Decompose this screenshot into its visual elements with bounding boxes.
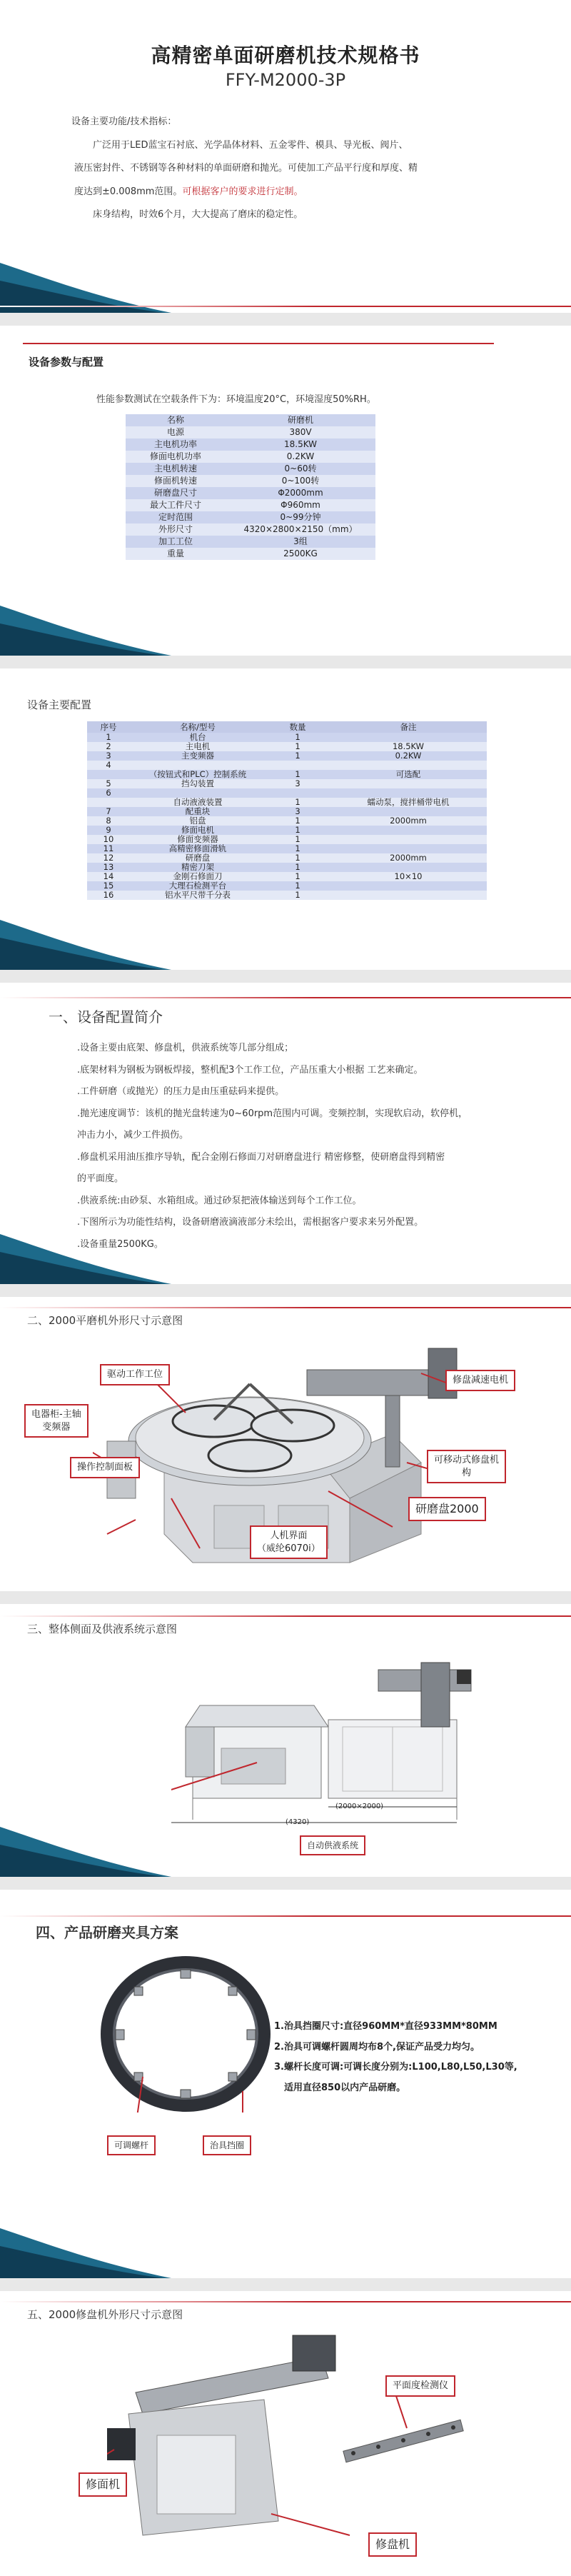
config-cell: 13 (87, 863, 130, 872)
config-cell: 6 (87, 788, 130, 798)
section-top-line (23, 343, 494, 344)
callout-control-panel: 操作控制面板 (70, 1457, 140, 1478)
callout-electric-cabinet: 电器柜-主轴 变频器 (24, 1404, 89, 1438)
config-cell: 大理石检测平台 (130, 881, 266, 891)
overview-panel (0, 970, 571, 1284)
param-value: 380V (226, 426, 375, 438)
params-heading: 设备参数与配置 (29, 356, 104, 369)
config-cell: 12 (87, 853, 130, 863)
config-cell: 1 (266, 835, 330, 844)
param-name: 修面电机功率 (126, 451, 226, 463)
overview-line: .设备主要由底架、修盘机，供液系统等几部分组成； (77, 1043, 294, 1053)
intro-highlight: 可根据客户的要求进行定制。 (182, 186, 303, 197)
callout-movable-repair: 可移动式修盘机 构 (427, 1450, 506, 1483)
config-cell (330, 835, 487, 844)
param-name: 主电机功率 (126, 438, 226, 451)
section-separator (0, 1591, 571, 1604)
param-value: 0~60转 (226, 463, 375, 475)
config-cell: 3 (266, 807, 330, 816)
overview-line: .下图所示为功能性结构，设备研磨液滴液部分未绘出，需根据客户要求来另外配置。 (77, 1217, 424, 1228)
col-header: 序号 (87, 721, 130, 733)
config-cell: 蠕动泵，搅拌桶带电机 (330, 798, 487, 807)
callout-hmi: 人机界面 （威纶6070i） (250, 1525, 328, 1559)
params-row (126, 463, 375, 475)
fixture-panel (0, 1877, 571, 2278)
params-row (126, 499, 375, 511)
config-cell: 1 (266, 863, 330, 872)
config-row (87, 751, 487, 761)
config-row (87, 798, 487, 807)
dimension-outer: (4320) (286, 1818, 310, 1826)
config-cell: 3 (87, 751, 130, 761)
config-cell: 主变频器 (130, 751, 266, 761)
config-cell: 2000mm (330, 816, 487, 826)
params-row (126, 451, 375, 463)
config-cell: 铝水平尺带千分表 (130, 891, 266, 900)
overview-line: .抛光速度调节：该机的抛光盘转速为0~60rpm范围内可调。变频控制，实现软启动，软停机， (77, 1108, 468, 1119)
config-cell: 18.5KW (330, 742, 487, 751)
config-row (87, 826, 487, 835)
config-cell: 2000mm (330, 853, 487, 863)
callout-repair-motor: 修盘减速电机 (445, 1370, 515, 1391)
config-cell: 挡勾装置 (130, 779, 266, 788)
config-table (87, 721, 487, 900)
params-table (126, 414, 375, 560)
params-condition: 性能参数测试在空载条件下为：环境温度20°C，环境湿度50%RH。 (96, 394, 376, 405)
config-cell: 8 (87, 816, 130, 826)
repair-machine-illustration (107, 2328, 464, 2557)
config-row (87, 891, 487, 900)
fixture-note-2: 2.治具可调螺杆圆周均布8个,保证产品受力均匀。 (274, 2041, 480, 2053)
config-panel (0, 656, 571, 970)
config-cell: 1 (266, 798, 330, 807)
decorative-swoosh (0, 249, 243, 313)
config-cell: 4 (87, 761, 130, 770)
divider-line (0, 306, 571, 307)
callout-drive-station: 驱动工作工位 (100, 1364, 170, 1385)
config-cell: 2 (87, 742, 130, 751)
intro-line-3 (74, 181, 474, 204)
config-cell: 7 (87, 807, 130, 816)
params-panel (0, 313, 571, 656)
param-name: 研磨盘尺寸 (126, 487, 226, 499)
param-name: 最大工件尺寸 (126, 499, 226, 511)
params-row (126, 548, 375, 560)
overview-line: 的平面度。 (77, 1173, 124, 1185)
param-value: 0.2KW (226, 451, 375, 463)
section-top-line (0, 997, 571, 998)
dimension-inner: (2000×2000) (335, 1803, 384, 1810)
param-name: 外形尺寸 (126, 523, 226, 536)
diagram1-heading: 二、2000平磨机外形尺寸示意图 (27, 1314, 183, 1327)
param-value: 2500KG (226, 548, 375, 560)
callout-auto-liquid-supply: 自动供液系统 (300, 1835, 365, 1855)
diagram2-heading: 三、整体侧面及供液系统示意图 (27, 1623, 178, 1635)
intro-heading: 设备主要功能/技术指标： (71, 116, 177, 127)
config-cell: 1 (266, 853, 330, 863)
param-value: 3组 (226, 536, 375, 548)
config-cell: 配重块 (130, 807, 266, 816)
config-cell: （按钮式和PLC）控制系统 (130, 770, 266, 779)
section-separator (0, 2278, 571, 2291)
config-cell: 1 (266, 751, 330, 761)
decorative-swoosh (0, 591, 243, 656)
config-cell: 金刚石修面刀 (130, 872, 266, 881)
config-cell: 1 (266, 816, 330, 826)
param-name: 主电机转速 (126, 463, 226, 475)
intro-text (71, 111, 474, 227)
section-top-line (0, 1307, 571, 1308)
param-name: 名称 (126, 414, 226, 426)
params-row (126, 426, 375, 438)
fixture-heading: 四、产品研磨夹具方案 (36, 1924, 178, 1941)
config-row (87, 835, 487, 844)
params-row (126, 523, 375, 536)
intro-line-2: 液压密封件、不锈钢等各种材料的单面研磨和抛光。可使加工产品平行度和厚度、精 (74, 163, 418, 174)
label-face-repair-machine: 修面机 (79, 2472, 127, 2497)
config-cell: 1 (266, 742, 330, 751)
config-cell: 10×10 (330, 872, 487, 881)
config-cell: 11 (87, 844, 130, 853)
section-separator (0, 1284, 571, 1297)
config-cell: 1 (87, 733, 130, 742)
config-cell: 精密刀架 (130, 863, 266, 872)
overview-heading: 一、设备配置简介 (49, 1008, 163, 1026)
config-cell (330, 826, 487, 835)
diagram3-heading: 五、2000修盘机外形尺寸示意图 (27, 2308, 183, 2321)
config-cell: 3 (266, 779, 330, 788)
config-cell: 高精密修面滑轨 (130, 844, 266, 853)
intro-line-4: 床身结构，时效6个月，大大提高了磨床的稳定性。 (93, 209, 303, 220)
config-row (87, 881, 487, 891)
overview-line: .底架材料为钢板为钢板焊接，整机配3个工作工位，产品压重大小根据 工艺来确定。 (77, 1064, 423, 1076)
callout-lapping-disc: 研磨盘2000 (408, 1497, 486, 1521)
col-header: 备注 (330, 721, 487, 733)
side-view-illustration (171, 1641, 500, 1841)
config-cell: 1 (266, 872, 330, 881)
fixture-ring-illustration (100, 1955, 271, 2113)
col-header: 名称/型号 (130, 721, 266, 733)
param-name: 电源 (126, 426, 226, 438)
config-row (87, 863, 487, 872)
overview-line: .设备重量2500KG。 (77, 1238, 163, 1250)
config-row (87, 807, 487, 816)
overview-line: .工件研磨（或抛光）的压力是由压重砝码来提供。 (77, 1086, 285, 1098)
fixture-notes (274, 2017, 517, 2098)
param-value: Φ2000mm (226, 487, 375, 499)
config-row (87, 779, 487, 788)
param-name: 加工工位 (126, 536, 226, 548)
diagram2-panel (0, 1591, 571, 1877)
col-header: 数量 (266, 721, 330, 733)
config-cell: 机台 (130, 733, 266, 742)
diagram3-panel (0, 2278, 571, 2576)
section-separator (0, 970, 571, 983)
config-cell: 15 (87, 881, 130, 891)
overview-line: .供液系统:由砂泵、水箱组成。通过砂泵把液体输送到每个工作工位。 (77, 1195, 362, 1206)
config-cell: 9 (87, 826, 130, 835)
params-row (126, 438, 375, 451)
intro-line-3-text: 度达到±0.008mm范围。 (74, 186, 183, 197)
param-name: 修面机转速 (126, 475, 226, 487)
config-cell (330, 891, 487, 900)
decorative-swoosh (0, 906, 243, 970)
params-row (126, 414, 375, 426)
diagram1-panel (0, 1284, 571, 1591)
config-cell: 自动液液装置 (130, 798, 266, 807)
config-cell: 铝盘 (130, 816, 266, 826)
config-cell: 5 (87, 779, 130, 788)
section-top-line (0, 1615, 571, 1617)
config-cell: 1 (266, 881, 330, 891)
label-adjustable-screw: 可调螺杆 (107, 2135, 156, 2155)
config-row (87, 853, 487, 863)
param-value: Φ960mm (226, 499, 375, 511)
param-value: 研磨机 (226, 414, 375, 426)
overview-line: 冲击力小，减少工件损伤。 (77, 1130, 189, 1141)
params-row (126, 511, 375, 523)
params-row (126, 487, 375, 499)
decorative-swoosh (0, 1813, 243, 1877)
fixture-note-4: 适用直径850以内产品研磨。 (284, 2082, 406, 2093)
param-value: 0~100转 (226, 475, 375, 487)
config-row (87, 742, 487, 751)
config-row (87, 761, 487, 770)
config-cell: 0.2KW (330, 751, 487, 761)
fixture-note-1: 1.治具挡圈尺寸:直径960MM*直径933MM*80MM (274, 2021, 497, 2032)
section-top-line (0, 1915, 571, 1917)
section-separator (0, 656, 571, 668)
params-row (126, 536, 375, 548)
label-flatness-gauge: 平面度检测仪 (385, 2375, 455, 2397)
decorative-swoosh (0, 2214, 243, 2278)
section-separator (0, 313, 571, 326)
config-cell (330, 881, 487, 891)
config-cell: 1 (266, 891, 330, 900)
config-row (87, 844, 487, 853)
config-row (87, 872, 487, 881)
config-heading: 设备主要配置 (27, 698, 92, 711)
config-cell: 修面变频器 (130, 835, 266, 844)
config-cell: 1 (266, 844, 330, 853)
param-name: 定时范围 (126, 511, 226, 523)
label-fixture-ring: 治具挡圈 (203, 2135, 251, 2155)
param-value: 4320×2800×2150（mm） (226, 523, 375, 536)
decorative-swoosh (0, 1220, 243, 1284)
model-number: FFY-M2000-3P (225, 70, 346, 90)
label-disc-repair-machine: 修盘机 (368, 2532, 417, 2557)
config-cell: 可选配 (330, 770, 487, 779)
config-cell: 修面电机 (130, 826, 266, 835)
intro-line-1: 广泛用于LED蓝宝石衬底、光学晶体材料、五金零件、模具、导光板、阀片、 (93, 139, 408, 151)
config-cell: 1 (266, 733, 330, 742)
config-cell: 1 (266, 770, 330, 779)
config-row (87, 816, 487, 826)
config-row (87, 733, 487, 742)
param-value: 0~99分钟 (226, 511, 375, 523)
fixture-note-3: 3.螺杆长度可调:可调长度分别为:L100,L80,L50,L30等, (274, 2062, 517, 2073)
section-top-line (0, 2301, 571, 2302)
config-cell (330, 779, 487, 788)
config-cell: 研磨盘 (130, 853, 266, 863)
params-row (126, 475, 375, 487)
param-value: 18.5KW (226, 438, 375, 451)
section-separator (0, 1877, 571, 1890)
config-cell: 主电机 (130, 742, 266, 751)
config-cell: 10 (87, 835, 130, 844)
overview-line: .修盘机采用油压推序导轨，配合金刚石修面刀对研磨盘进行 精密修整，使研磨盘得到精密 (77, 1151, 445, 1163)
param-name: 重量 (126, 548, 226, 560)
title-panel (0, 0, 571, 313)
config-cell: 16 (87, 891, 130, 900)
config-cell: 14 (87, 872, 130, 881)
config-row (87, 770, 487, 779)
config-cell: 1 (266, 826, 330, 835)
document-title: 高精密单面研磨机技术规格书 (151, 44, 420, 67)
